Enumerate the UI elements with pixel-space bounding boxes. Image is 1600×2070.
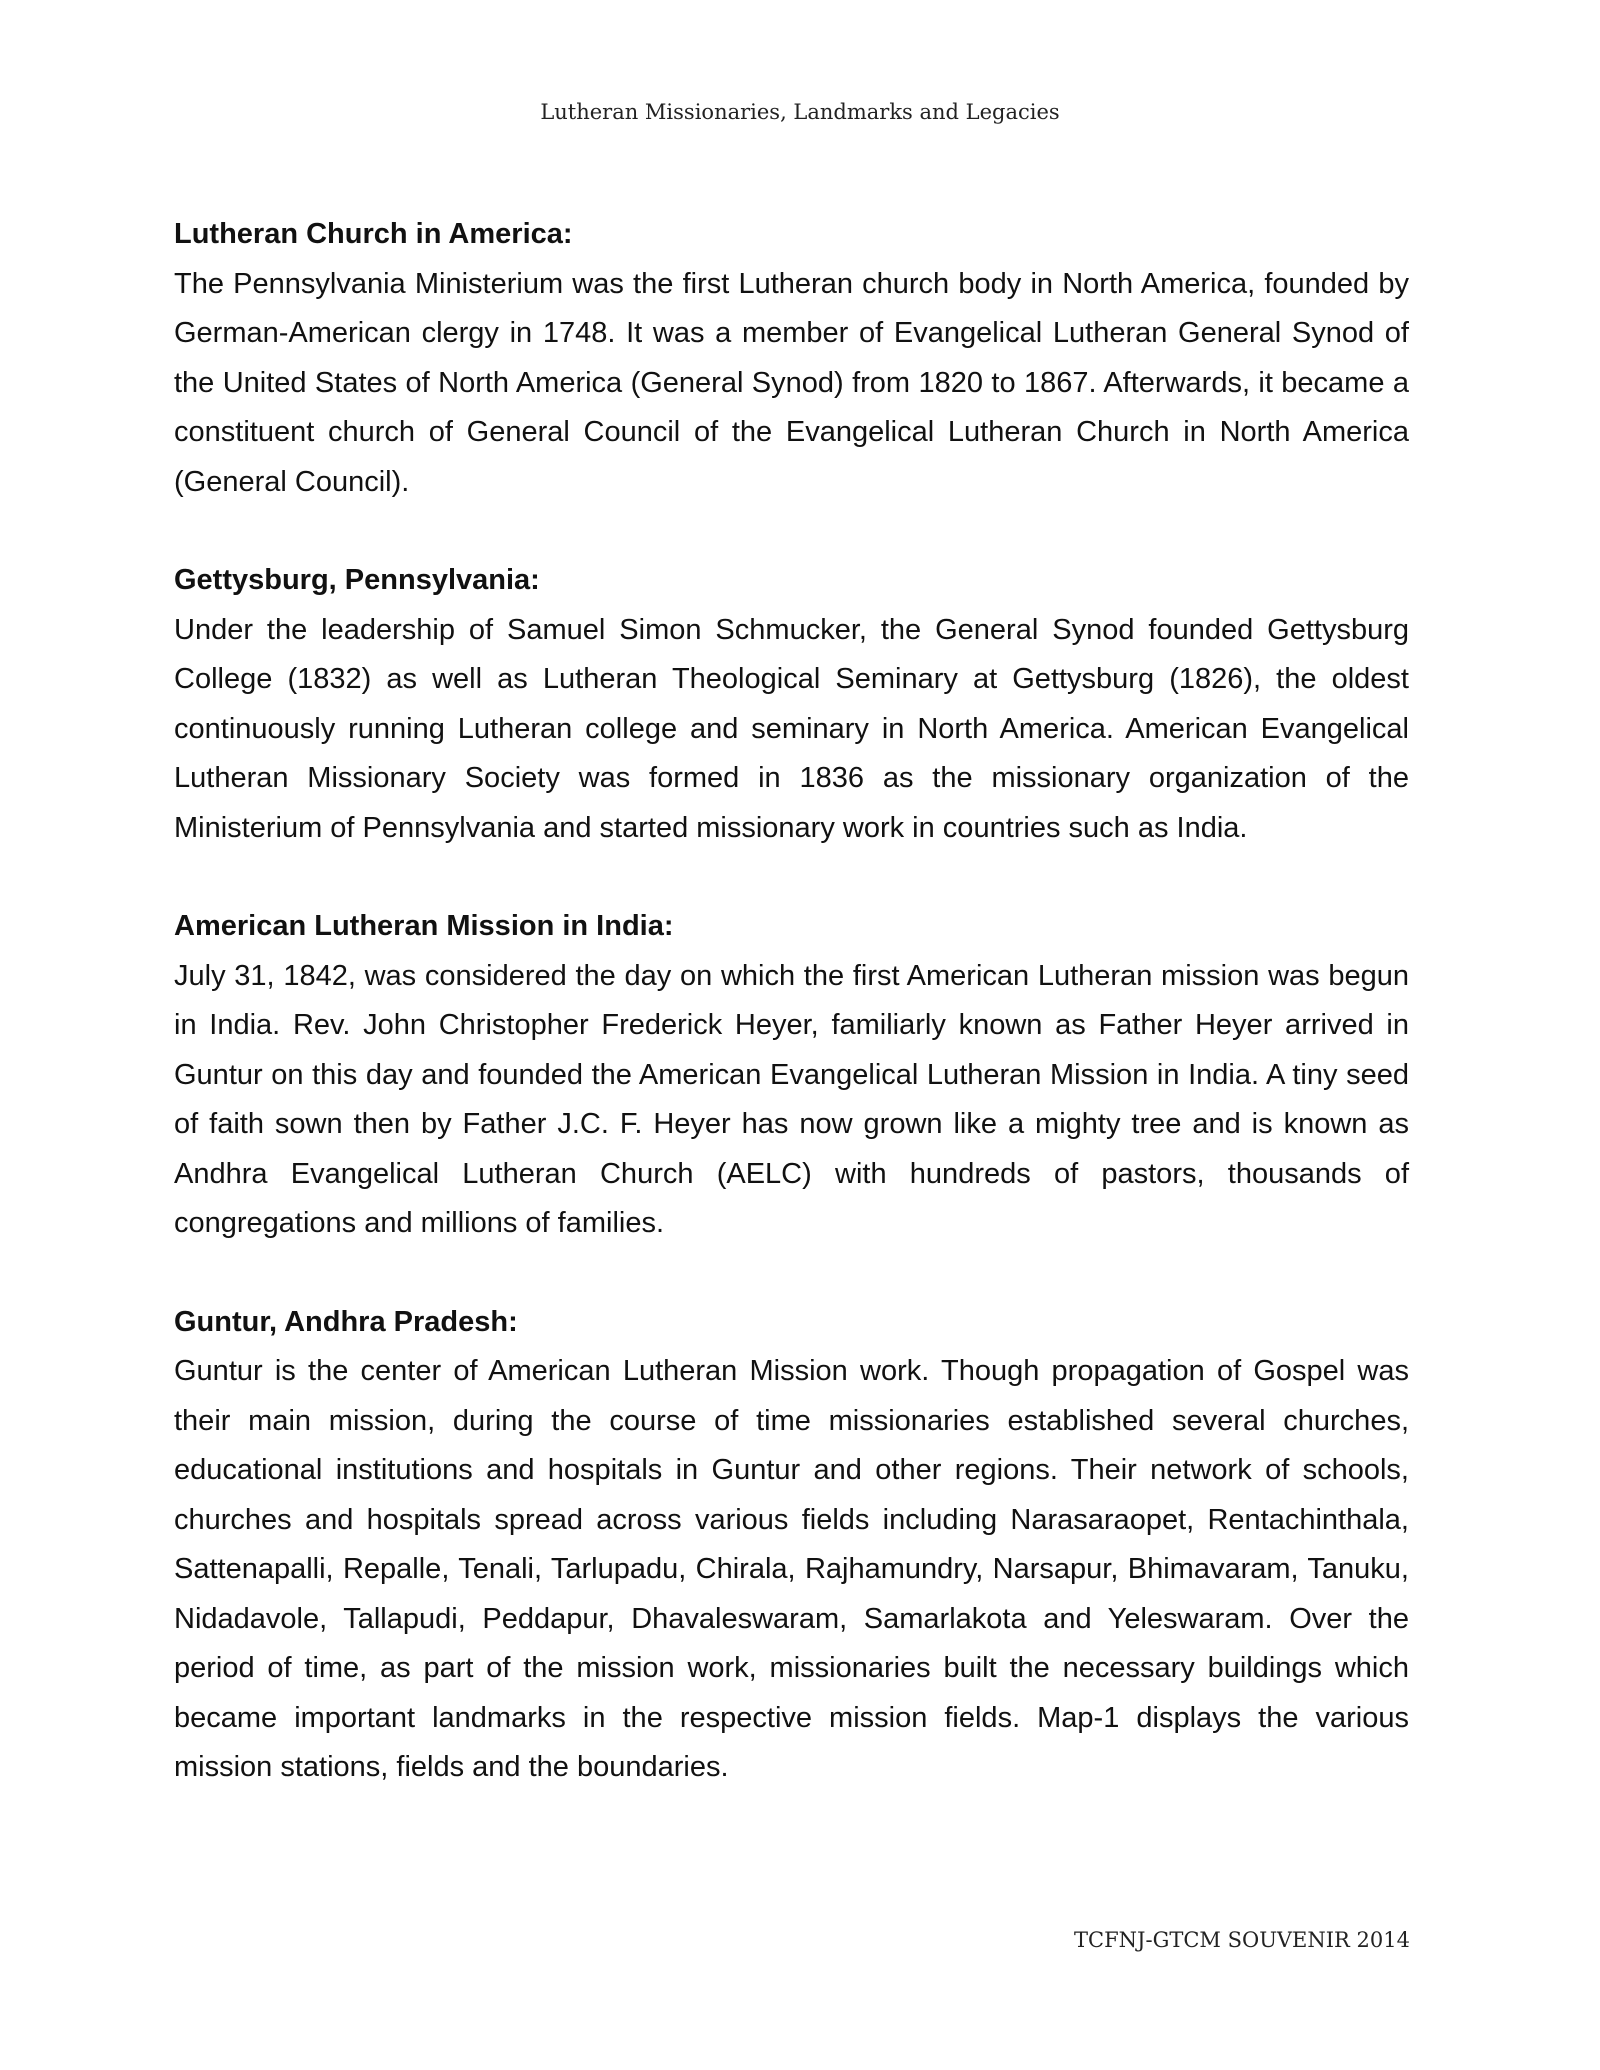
section-heading: Lutheran Church in America: [174, 218, 573, 250]
section-body: Guntur is the center of American Lutheran Mission work. Though propagation of Gospel was their main mission, during the course of time missionaries established several churches, educational institutions and hospitals in Guntur and other regions. Their network of schools, churches and hospitals spread across various fields including Narasaraopet, Rentachinthala, Sattenapalli, Repalle, Tenali, Tarlupadu, Chirala, Rajhamundry, Narsapur, Bhimavaram, Tanuku, Nidadavole, Tallapudi, Peddapur, Dhavaleswaram, Samarlakota and Yeleswaram. Over the period of time, as part of the mission work, missionaries built the necessary buildings which became important landmarks in the respective mission fields. Map-1 displays the various mission stations, fields and the boundaries. [174, 1355, 1409, 1783]
section-body: The Pennsylvania Ministerium was the first Lutheran church body in North America, founded by German-American clergy in 1748. It was a member of Evangelical Lutheran General Synod of the United States of North America (General Synod) from 1820 to 1867. Afterwards, it became a constituent church of General Council of the Evangelical Lutheran Church in North America (General Council). [174, 267, 1409, 498]
section-american-lutheran-mission-in-india [174, 902, 1409, 1249]
page-content [174, 210, 1409, 1842]
section-heading: Guntur, Andhra Pradesh: [174, 1305, 518, 1338]
section-body: July 31, 1842, was considered the day on which the first American Lutheran mission was begun in India. Rev. John Christopher Frederick Heyer, familiarly known as Father Heyer arrived in Guntur on this day and founded the American Evangelical Lutheran Mission in India. A tiny seed of faith sown then by Father J.C. F. Heyer has now grown like a mighty tree and is known as Andhra Evangelical Lutheran Church (AELC) with hundreds of pastors, thousands of congregations and millions of families. [174, 959, 1409, 1239]
section-heading: American Lutheran Mission in India: [174, 910, 674, 942]
section-lutheran-church-in-america [174, 210, 1409, 507]
section-heading: Gettysburg, Pennsylvania: [174, 564, 540, 596]
running-footer: TCFNJ-GTCM SOUVENIR 2014 [1074, 1928, 1410, 1952]
running-header: Lutheran Missionaries, Landmarks and Legacies [540, 100, 1060, 124]
section-guntur-andhra-pradesh [174, 1298, 1409, 1793]
section-body: Under the leadership of Samuel Simon Schmucker, the General Synod founded Gettysburg College (1832) as well as Lutheran Theological Seminary at Gettysburg (1826), the oldest continuously running Lutheran college and seminary in North America. American Evangelical Lutheran Missionary Society was formed in 1836 as the missionary organization of the Ministerium of Pennsylvania and started missionary work in countries such as India. [174, 613, 1409, 844]
section-gettysburg-pennsylvania [174, 556, 1409, 853]
